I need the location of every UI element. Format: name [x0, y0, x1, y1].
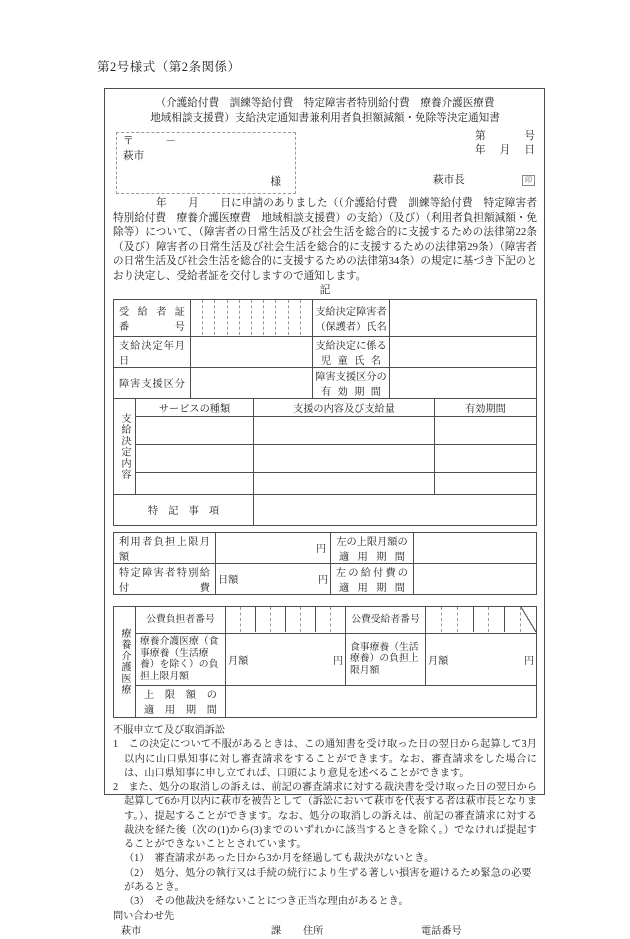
digit-cell [458, 607, 474, 632]
burden-cap-label: 利用者負担上限月額 [114, 532, 216, 563]
issuer-name: 萩市長 [433, 174, 465, 186]
digit-cell [256, 607, 271, 632]
contact-section: 課 [271, 925, 282, 937]
meal-cap-label: 食事療養（生活療養）の負担上限月額 [346, 633, 426, 685]
user-burden-table [113, 532, 537, 595]
doc-no-suffix: 号 [524, 131, 535, 143]
document-title [113, 96, 537, 126]
recipient-cert-no-label: 受給者証 番号 [114, 299, 191, 336]
title-line1: （介護給付費 訓練等給付費 特定障害者特別給付費 療養介護医療費 [155, 98, 495, 109]
contact-line [113, 925, 537, 939]
burden-cap-period-label: 左の上限月額の 適用期間 [331, 532, 414, 563]
col-support-content: 支援の内容及び支給量 [254, 398, 435, 416]
contact-heading: 問い合わせ先 [113, 910, 175, 922]
addressee-city: 萩市 [123, 150, 145, 162]
yen-unit: 円 [332, 655, 343, 667]
table-row [114, 563, 537, 594]
decision-side-label: 支給決定内容 [114, 398, 136, 494]
support-class-period-label: 障害支援区分の 有効期間 [313, 367, 390, 398]
content-cell [254, 416, 435, 444]
support-class-value [191, 367, 313, 398]
period-cell [435, 444, 537, 472]
address-section [113, 130, 537, 194]
digit-cell [426, 607, 442, 632]
digit-cell [505, 607, 521, 632]
issuer-line [433, 174, 535, 188]
child-name-value [390, 336, 537, 367]
digit-cell [474, 607, 490, 632]
service-cell [136, 444, 254, 472]
yen-unit: 円 [523, 655, 534, 667]
appeal-item-1: 1 この決定について不服があるときは、この通知書を受け取った日の翌日から起算して3月以内に山口県知事に対し審査請求をすることができます。なお、審査請求をした場合には、山口県知事に申し立てれば、口頭により意見を述べることができます。 [113, 739, 537, 779]
special-benefit-period-value [414, 563, 537, 594]
table-row [114, 606, 537, 633]
special-notes-value [254, 494, 537, 525]
record-mark: 記 [319, 284, 331, 297]
public-payer-no-label: 公費負担者番号 [136, 606, 226, 633]
col-valid-period: 有効期間 [435, 398, 537, 416]
decision-content-table [113, 398, 537, 526]
slashed-digit-cell [521, 607, 536, 632]
digit-cell [228, 300, 240, 335]
col-service-type: サービスの種類 [136, 398, 254, 416]
contact-phone-label: 電話番号 [421, 925, 462, 937]
document-date-line [475, 144, 535, 158]
date-month: 月 [499, 145, 511, 157]
service-cell [136, 416, 254, 444]
digit-cell [276, 300, 288, 335]
digit-cell [240, 300, 252, 335]
special-benefit-period-label: 左の給付費の 適用期間 [331, 563, 414, 594]
appeal-subitem-2: （2） 処分、処分の執行又は手続の続行により生ずる著しい損害を避けるため緊急の必要があるとき。 [124, 867, 532, 894]
digit-cell [301, 607, 316, 632]
decision-date-label: 支給決定年月日 [114, 336, 191, 367]
public-payer-no-cells [226, 606, 346, 633]
child-name-label: 支給決定に係る 児童氏名 [313, 336, 390, 367]
public-recipient-no-label: 公費受給者番号 [346, 606, 426, 633]
medical-monthly-cap-value [226, 633, 346, 685]
appeal-subitem-1: （1） 審査請求があった日から3か月を経過しても裁決がないとき。 [124, 853, 435, 865]
decision-date-value [191, 336, 313, 367]
meal-cap-value [426, 633, 537, 685]
date-year: 年 [475, 145, 486, 157]
digit-cell [489, 607, 505, 632]
table-row [114, 472, 537, 494]
grantee-name-label: 支給決定障害者 （保護者）氏名 [313, 299, 390, 336]
monthly-amount-prefix: 月額 [228, 655, 249, 667]
digit-cell [203, 300, 215, 335]
table-header-row [114, 398, 537, 416]
table-row [114, 367, 537, 398]
contact-city: 萩市 [121, 925, 142, 937]
digit-cell [264, 300, 276, 335]
special-notes-label: 特 記 事 項 [114, 494, 254, 525]
seal-mark: 印 [522, 175, 535, 186]
form-border-box [104, 88, 545, 937]
content-cell [254, 472, 435, 494]
table-row [114, 336, 537, 367]
recipient-info-table [113, 299, 537, 399]
digit-cell [191, 300, 203, 335]
appeal-section [113, 724, 537, 939]
digit-cell [442, 607, 458, 632]
cap-period-label: 上限額の 適用期間 [136, 685, 226, 717]
addressee-box [116, 132, 296, 194]
special-notes-row [114, 494, 537, 525]
medical-care-table [113, 606, 537, 718]
digit-cell [316, 607, 331, 632]
daily-amount-prefix: 日額 [218, 575, 239, 587]
table-row [114, 444, 537, 472]
cap-period-value [226, 685, 537, 717]
document-info [433, 130, 535, 188]
digit-cell [252, 300, 264, 335]
appeal-subitem-3: （3） その他裁決を経ないことにつき正当な理由があるとき。 [124, 896, 409, 908]
table-row [114, 633, 537, 685]
monthly-amount-prefix: 月額 [428, 655, 449, 667]
doc-no-prefix: 第 [475, 131, 486, 143]
date-day: 日 [524, 145, 535, 157]
content-cell [254, 444, 435, 472]
table-row [114, 299, 537, 336]
grantee-name-value [390, 299, 537, 336]
appeal-item-2: 2 また、処分の取消しの訴えは、前記の審査請求に対する裁決書を受け取った日の翌日から起算して6か月以内に萩市を被告として（訴訟において萩市を代表する者は萩市長となります。）、提起することができます。なお、処分の取消しの訴えは、前記の審査請求に対する裁決を経た後（次の(1)から(3)までのいずれかに該当するときを除く。）でなければ提起することができないこととされています。 [113, 782, 537, 851]
digit-cell [289, 300, 301, 335]
title-line2: 地域相談支援費）支給決定通知書兼利用者負担額減額・免除等決定通知書 [150, 113, 500, 125]
special-benefit-label: 特定障害者特別給付費 [114, 563, 216, 594]
digit-cell [286, 607, 301, 632]
digit-cell [331, 607, 345, 632]
yen-unit: 円 [317, 575, 328, 587]
postal-code-line: 〒 － [123, 136, 176, 148]
support-class-label: 障害支援区分 [114, 367, 191, 398]
period-cell [435, 416, 537, 444]
burden-cap-value: 円 [216, 532, 331, 563]
public-recipient-no-cells [426, 606, 537, 633]
digit-cell [241, 607, 256, 632]
table-row [114, 685, 537, 717]
appeal-heading: 不服申立て及び取消訴訟 [113, 724, 226, 736]
digit-cell [301, 300, 312, 335]
table-row [114, 532, 537, 563]
document-number-line [475, 130, 535, 144]
digit-cell [215, 300, 227, 335]
form-number: 第2号様式（第2条関係） [97, 60, 241, 74]
digit-cell [226, 607, 241, 632]
table-row [114, 416, 537, 444]
support-class-period-value [390, 367, 537, 398]
digit-cell [271, 607, 286, 632]
notification-paragraph: 年 月 日に申請のありました（（介護給付費 訓練等給付費 特定障害者特別給付費 療養介護医療費 地域相談支援費）の支給）（及び）（利用者負担額減額・免除等）について、（障害者の日常生活及び社会生活を総合的に支援するための法律第22条（及び）障害者の日常生活及び社会生活を総合的に支援するための法律第29条）（障害者の日常生活及び社会生活を総合的に支援するための法律第34条）の規定に基づき下記のとおり決定し、受給者証を交付しますので通知します。 [113, 198, 537, 282]
special-benefit-value [216, 563, 331, 594]
period-cell [435, 472, 537, 494]
service-cell [136, 472, 254, 494]
burden-cap-period-value [414, 532, 537, 563]
medical-side-label: 療養介護医療 [114, 606, 136, 717]
medical-monthly-cap-label: 療養介護医療（食事療養（生活療養）を除く）の負担上限月額 [136, 633, 226, 685]
addressee-honorific: 様 [270, 177, 281, 189]
recipient-cert-no-cells [191, 299, 313, 336]
contact-address-label: 住所 [303, 925, 324, 937]
